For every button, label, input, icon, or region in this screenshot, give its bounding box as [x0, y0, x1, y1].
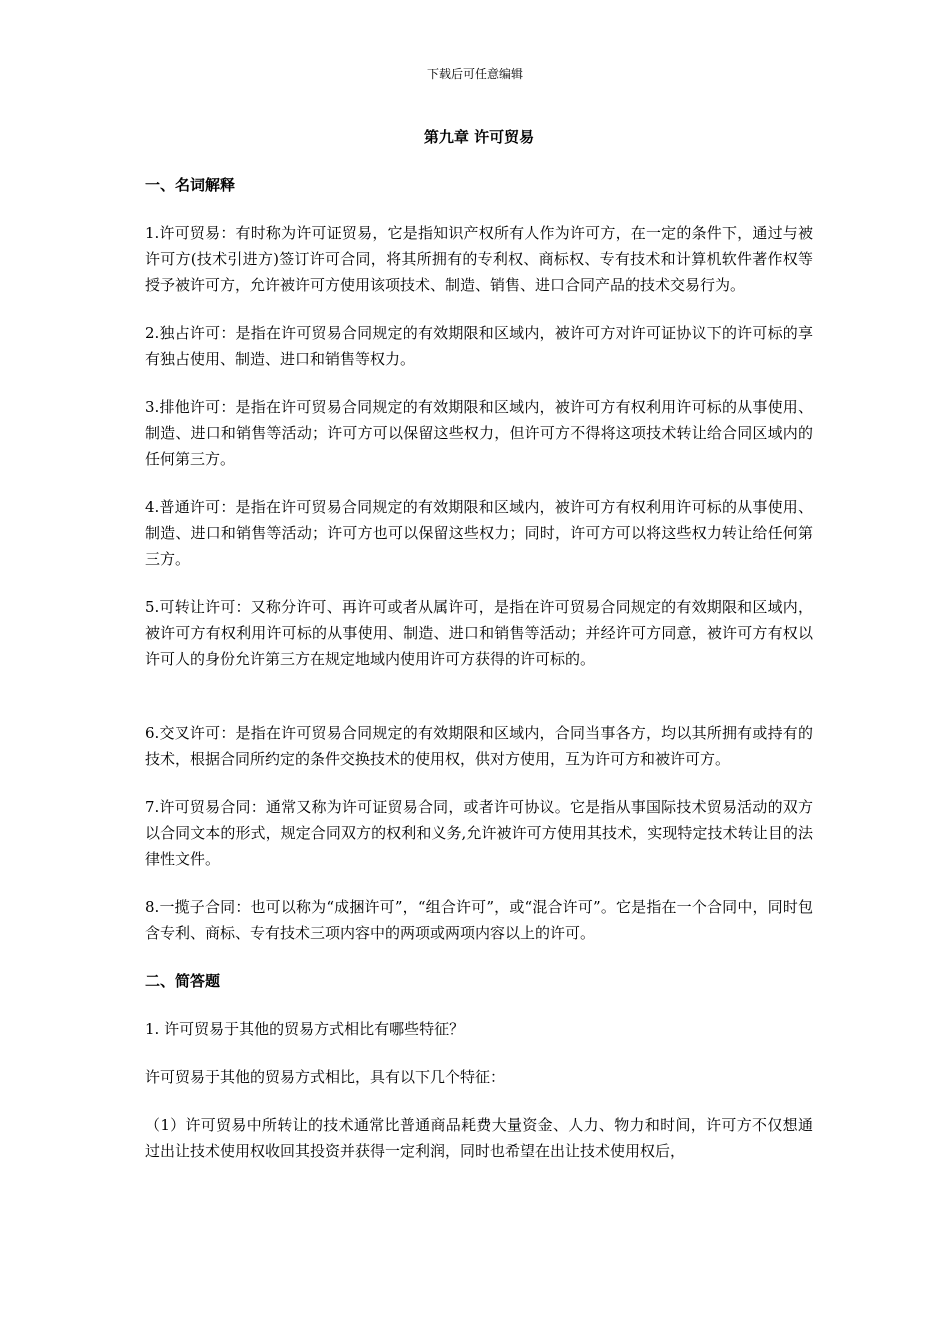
term-definition: 7.许可贸易合同：通常又称为许可证贸易合同，或者许可协议。它是指从事国际技术贸易活动的双方以合同文本的形式，规定合同双方的权利和义务,允许被许可方使用其技术，实现特定技术转让目的法律性文件。	[145, 798, 813, 868]
term-definition: 5.可转让许可：又称分许可、再许可或者从属许可，是指在许可贸易合同规定的有效期限和区域内，被许可方有权利用许可标的从事使用、制造、进口和销售等活动；并经许可方同意，被许可方有权以许可人的身份允许第三方在规定地域内使用许可方获得的许可标的。	[145, 598, 813, 668]
term-definition: 6.交叉许可：是指在许可贸易合同规定的有效期限和区域内，合同当事各方，均以其所拥有或持有的技术，根据合同所约定的条件交换技术的使用权，供对方使用，互为许可方和被许可方。	[145, 724, 813, 768]
answer-intro: 许可贸易于其他的贸易方式相比，具有以下几个特征：	[145, 1068, 506, 1086]
document-body	[145, 124, 813, 1186]
term-definition: 3.排他许可：是指在许可贸易合同规定的有效期限和区域内，被许可方有权利用许可标的从事使用、制造、进口和销售等活动；许可方可以保留这些权力，但许可方不得将这项技术转让给合同区域内的任何第三方。	[145, 398, 813, 468]
section-heading-terms: 一、名词解释	[145, 176, 236, 194]
term-definition: 2.独占许可：是指在许可贸易合同规定的有效期限和区域内，被许可方对许可证协议下的许可标的享有独占使用、制造、进口和销售等权力。	[145, 324, 813, 368]
term-definition: 1.许可贸易：有时称为许可证贸易，它是指知识产权所有人作为许可方，在一定的条件下，通过与被许可方(技术引进方)签订许可合同，将其所拥有的专利权、商标权、专有技术和计算机软件著作权等授予被许可方，允许被许可方使用该项技术、制造、销售、进口合同产品的技术交易行为。	[145, 224, 813, 294]
answer-point: （1）许可贸易中所转让的技术通常比普通商品耗费大量资金、人力、物力和时间，许可方不仅想通过出让技术使用权收回其投资并获得一定利润，同时也希望在出让技术使用权后，	[145, 1116, 813, 1160]
chapter-title: 第九章 许可贸易	[423, 128, 535, 146]
section-heading-short-answer: 二、简答题	[145, 972, 221, 990]
term-definition: 8.一揽子合同：也可以称为“成捆许可”，“组合许可”，或“混合许可”。它是指在一个合同中，同时包含专利、商标、专有技术三项内容中的两项或两项内容以上的许可。	[145, 898, 813, 942]
question: 1. 许可贸易于其他的贸易方式相比有哪些特征？	[145, 1020, 465, 1038]
page-header-note: 下载后可任意编辑	[426, 67, 523, 81]
term-definition: 4.普通许可：是指在许可贸易合同规定的有效期限和区域内，被许可方有权利用许可标的从事使用、制造、进口和销售等活动；许可方也可以保留这些权力；同时，许可方可以将这些权力转让给任何第三方。	[145, 498, 813, 568]
